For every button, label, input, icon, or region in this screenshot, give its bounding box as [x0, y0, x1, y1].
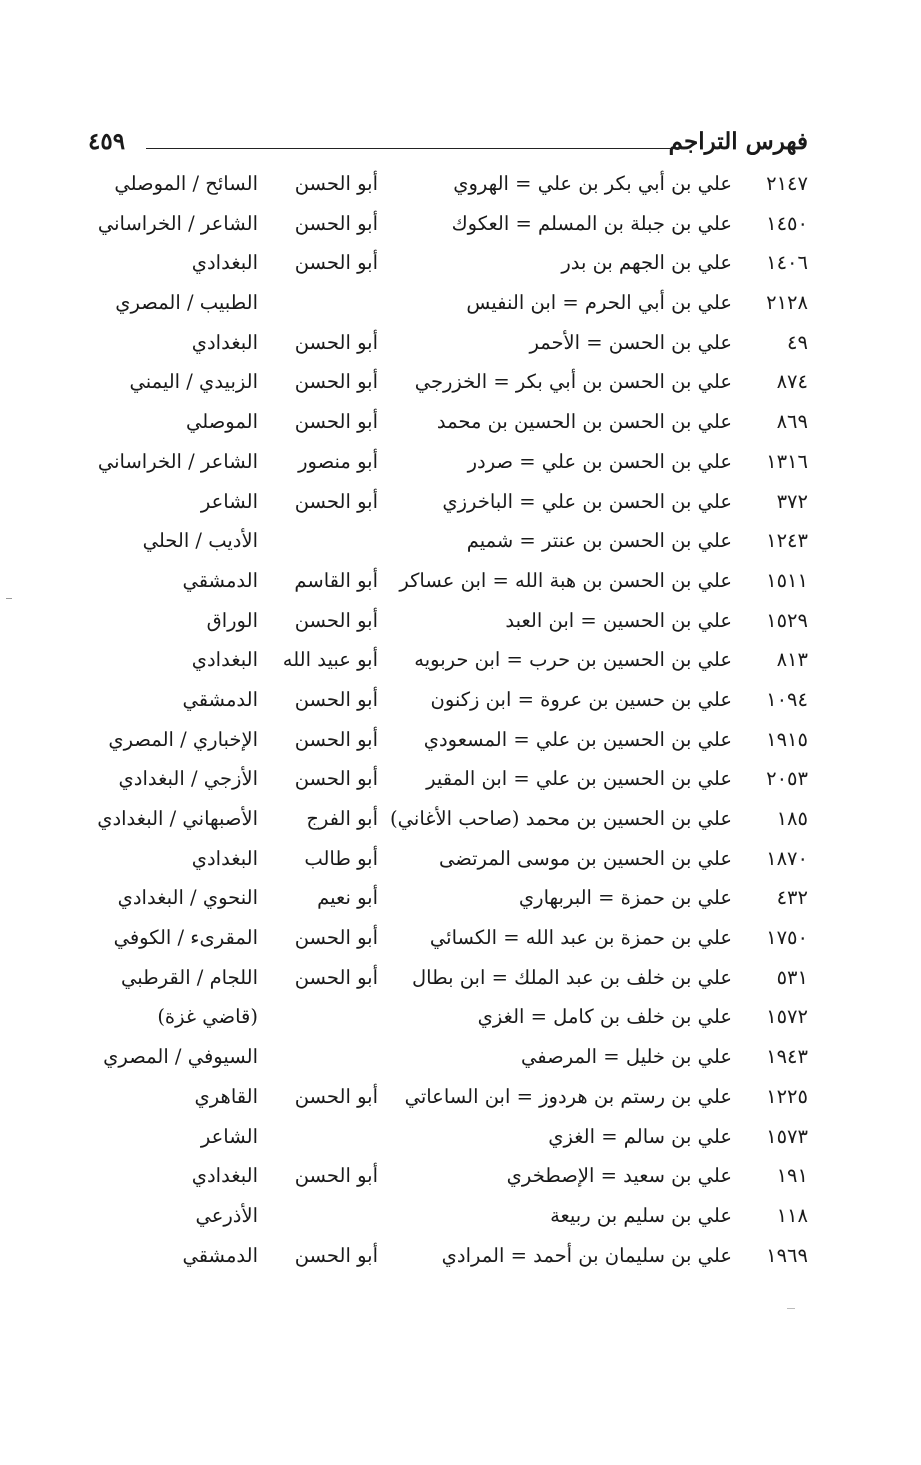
index-entry — [80, 1039, 810, 1079]
entry-nisba: الموصلي — [186, 410, 258, 434]
entry-nisba: (قاضي غزة) — [157, 1005, 258, 1029]
entry-name: علي بن حمزة بن عبد الله = الكسائي — [429, 926, 732, 950]
entry-number: ٨٧٤ — [776, 370, 808, 394]
entry-name: علي بن حمزة = البربهاري — [518, 886, 732, 910]
entry-number: ١٨٧٠ — [766, 846, 808, 870]
entry-kunya: أبو الحسن — [294, 370, 378, 394]
entry-kunya: أبو عبيد الله — [282, 648, 378, 672]
entry-nisba: الطبيب / المصري — [115, 291, 258, 315]
entry-kunya: أبو القاسم — [294, 568, 378, 592]
entry-kunya: أبو الحسن — [294, 965, 378, 989]
entry-number: ٤٣٢ — [776, 886, 808, 910]
index-entry — [80, 285, 810, 325]
entry-kunya: أبو الحسن — [294, 172, 378, 195]
entry-number: ١٩١٥ — [766, 727, 808, 751]
entry-kunya: أبو الحسن — [294, 1243, 378, 1267]
index-entry — [80, 1238, 810, 1278]
entry-number: ١٩١ — [776, 1164, 808, 1188]
index-entry — [80, 206, 810, 246]
index-entry — [80, 444, 810, 484]
index-entry — [80, 364, 810, 404]
entry-name: علي بن سليمان بن أحمد = المرادي — [441, 1243, 732, 1267]
entry-name: علي بن الحسن بن علي = الباخرزي — [442, 489, 732, 513]
entry-kunya: أبو الحسن — [294, 687, 378, 711]
entry-nisba: الدمشقي — [182, 687, 258, 711]
entry-number: ١٤٠٦ — [766, 251, 808, 275]
entry-nisba: الشاعر / الخراساني — [97, 211, 258, 235]
entry-nisba: الأديب / الحلي — [142, 529, 258, 553]
header-rule — [146, 148, 686, 149]
entry-nisba: البغدادي — [191, 1164, 258, 1188]
entry-name: علي بن أبي الحرم = ابن النفيس — [466, 291, 732, 315]
entry-number: ٢١٤٧ — [766, 172, 808, 195]
entry-name: علي بن سعيد = الإصطخري — [506, 1164, 732, 1188]
running-title: فهرس التراجم — [668, 128, 808, 155]
entry-nisba: البغدادي — [191, 251, 258, 275]
entry-kunya: أبو الحسن — [294, 1164, 378, 1188]
entry-nisba: الشاعر — [200, 489, 258, 513]
entry-name: علي بن خلف بن عبد الملك = ابن بطال — [411, 965, 732, 989]
entry-nisba: البغدادي — [191, 846, 258, 870]
entry-kunya: أبو الحسن — [294, 1084, 378, 1108]
entry-name: علي بن الحسن بن هبة الله = ابن عساكر — [399, 568, 732, 592]
entry-kunya: أبو الحسن — [294, 727, 378, 751]
entry-number: ١٢٢٥ — [766, 1084, 808, 1108]
entry-name: علي بن الحسن بن عنتر = شميم — [466, 529, 732, 553]
entry-nisba: الأذرعي — [195, 1203, 258, 1227]
entry-name: علي بن جبلة بن المسلم = العكوك — [451, 211, 732, 235]
entry-kunya: أبو الحسن — [294, 251, 378, 275]
entry-kunya: أبو الحسن — [294, 211, 378, 235]
entry-kunya: أبو طالب — [304, 846, 378, 870]
index-entry — [80, 1079, 810, 1119]
entry-nisba: الدمشقي — [182, 1243, 258, 1267]
entry-number: ٢٠٥٣ — [766, 767, 808, 791]
entry-number: ٨٦٩ — [776, 410, 808, 434]
index-entry — [80, 603, 810, 643]
entry-kunya: أبو الحسن — [294, 410, 378, 434]
entry-kunya: أبو الحسن — [294, 489, 378, 513]
entry-name: علي بن رستم بن هردوز = ابن الساعاتي — [404, 1084, 732, 1108]
index-entry — [80, 484, 810, 524]
entry-name: علي بن أبي بكر بن علي = الهروي — [453, 172, 732, 195]
entry-kunya: أبو الفرج — [306, 807, 378, 830]
entry-kunya: أبو الحسن — [294, 926, 378, 950]
entry-name: علي بن سليم بن ربيعة — [550, 1203, 732, 1227]
entry-nisba: البغدادي — [191, 330, 258, 354]
entry-number: ١٧٥٠ — [766, 926, 808, 950]
entry-number: ١٥٧٣ — [766, 1124, 808, 1148]
entry-nisba: السيوفي / المصري — [103, 1045, 258, 1069]
page-number: ٤٥٩ — [88, 128, 126, 155]
entry-name: علي بن الحسن = الأحمر — [529, 330, 732, 354]
index-entry — [80, 563, 810, 603]
entry-nisba: الزبيدي / اليمني — [129, 370, 258, 394]
entry-nisba: الشاعر — [200, 1124, 258, 1148]
index-entries — [80, 166, 810, 1277]
entry-kunya: أبو الحسن — [294, 608, 378, 632]
entry-nisba: الأصبهاني / البغدادي — [97, 807, 258, 830]
page-header — [88, 128, 808, 168]
entry-nisba: الأزجي / البغدادي — [118, 767, 258, 791]
entry-kunya: أبو الحسن — [294, 330, 378, 354]
index-entry — [80, 1119, 810, 1159]
index-entry — [80, 523, 810, 563]
index-entry — [80, 920, 810, 960]
index-entry — [80, 841, 810, 881]
index-entry — [80, 801, 810, 841]
entry-kunya: أبو الحسن — [294, 767, 378, 791]
index-entry — [80, 1198, 810, 1238]
entry-kunya: أبو منصور — [298, 449, 378, 473]
entry-nisba: اللجام / القرطبي — [120, 965, 258, 989]
entry-number: ١٢٤٣ — [766, 529, 808, 553]
entry-number: ١٥٧٢ — [766, 1005, 808, 1029]
entry-name: علي بن الحسين بن علي = ابن المقير — [426, 767, 732, 791]
entry-number: ٣٧٢ — [776, 489, 808, 513]
entry-number: ١٩٤٣ — [766, 1045, 808, 1069]
footer-mark — [787, 1308, 795, 1309]
entry-nisba: الشاعر / الخراساني — [97, 449, 258, 473]
index-entry — [80, 682, 810, 722]
entry-number: ١٥٢٩ — [766, 608, 808, 632]
entry-nisba: الوراق — [206, 608, 258, 632]
index-entry — [80, 245, 810, 285]
entry-name: علي بن الجهم بن بدر — [561, 251, 732, 275]
entry-name: علي بن الحسين بن علي = المسعودي — [423, 727, 732, 751]
index-entry — [80, 404, 810, 444]
entry-number: ٥٣١ — [776, 965, 808, 989]
index-entry — [80, 880, 810, 920]
entry-name: علي بن الحسن بن الحسين بن محمد — [436, 410, 732, 434]
entry-name: علي بن الحسن بن أبي بكر = الخزرجي — [414, 370, 732, 394]
index-entry — [80, 999, 810, 1039]
entry-number: ١٨٥ — [776, 807, 808, 830]
entry-number: ٤٩ — [787, 330, 808, 354]
entry-name: علي بن الحسين بن موسى المرتضى — [438, 846, 732, 870]
index-entry — [80, 761, 810, 801]
entry-number: ١٥١١ — [766, 568, 808, 592]
entry-number: ٢١٢٨ — [766, 291, 808, 315]
index-entry — [80, 325, 810, 365]
entry-name: علي بن حسين بن عروة = ابن زكنون — [430, 687, 732, 711]
entry-name: علي بن خلف بن كامل = الغزي — [477, 1005, 732, 1029]
entry-name: علي بن خليل = المرصفي — [521, 1045, 732, 1069]
index-entry — [80, 166, 810, 206]
margin-mark — [6, 598, 12, 599]
entry-name: علي بن الحسن بن علي = صردر — [467, 449, 732, 473]
entry-name: علي بن الحسين بن حرب = ابن حربويه — [414, 648, 732, 672]
entry-name: علي بن سالم = الغزي — [548, 1124, 732, 1148]
entry-number: ١٩٦٩ — [766, 1243, 808, 1267]
entry-nisba: السائح / الموصلي — [114, 172, 258, 195]
entry-number: ٨١٣ — [776, 648, 808, 672]
entry-number: ١٣١٦ — [766, 449, 808, 473]
entry-name: علي بن الحسين بن محمد (صاحب الأغاني) — [390, 807, 732, 830]
entry-nisba: الدمشقي — [182, 568, 258, 592]
entry-nisba: المقرىء / الكوفي — [113, 926, 258, 950]
entry-number: ١٤٥٠ — [766, 211, 808, 235]
index-entry — [80, 1158, 810, 1198]
entry-nisba: النحوي / البغدادي — [117, 886, 258, 910]
index-entry — [80, 722, 810, 762]
entry-nisba: البغدادي — [191, 648, 258, 672]
entry-nisba: القاهري — [194, 1084, 258, 1108]
entry-number: ١٠٩٤ — [766, 687, 808, 711]
entry-nisba: الإخباري / المصري — [108, 727, 258, 751]
index-entry — [80, 960, 810, 1000]
entry-number: ١١٨ — [776, 1203, 808, 1227]
entry-name: علي بن الحسين = ابن العبد — [505, 608, 732, 632]
entry-kunya: أبو نعيم — [317, 886, 378, 910]
index-entry — [80, 642, 810, 682]
